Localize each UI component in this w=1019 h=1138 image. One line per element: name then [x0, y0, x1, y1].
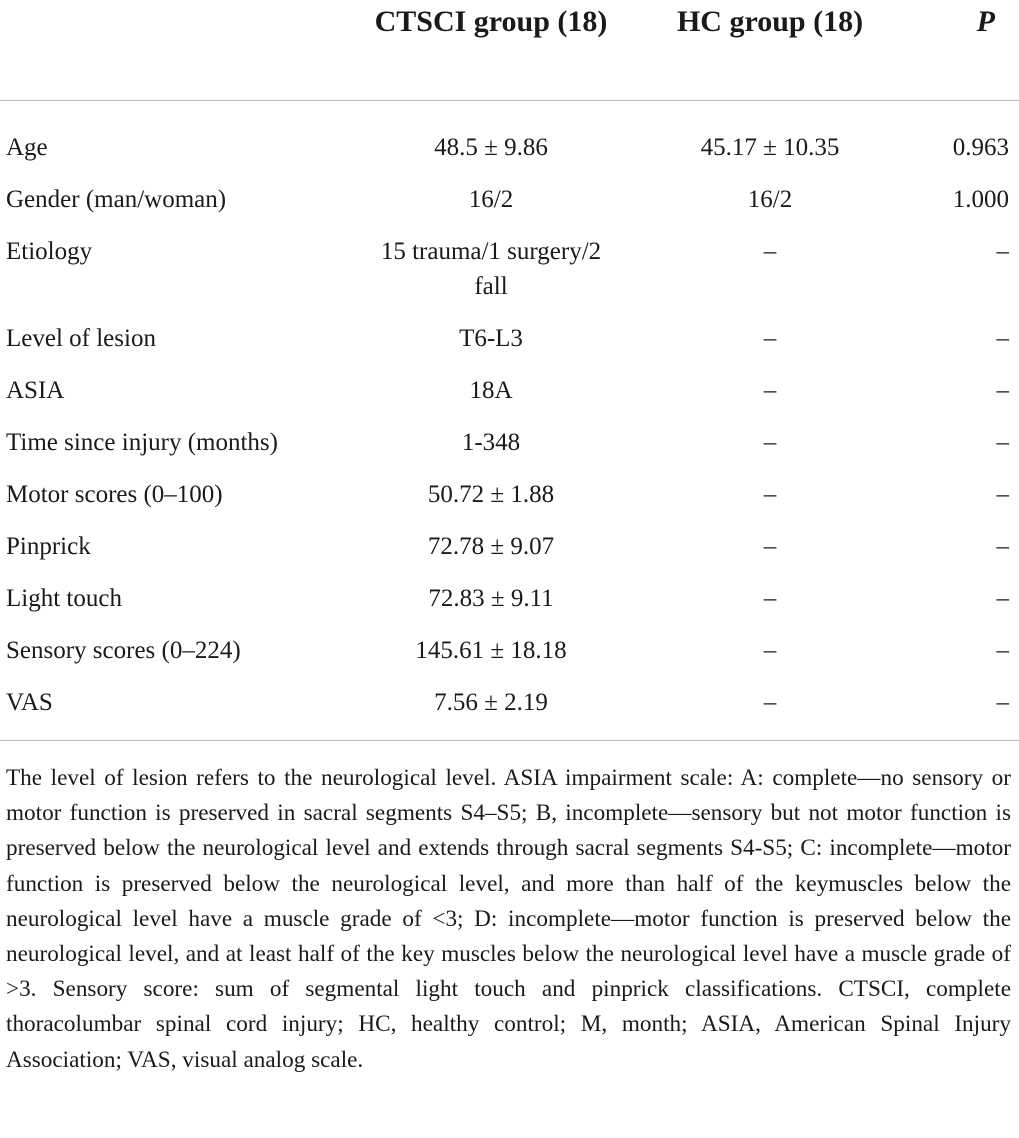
hc-value: –	[763, 585, 777, 612]
row-label: Motor scores (0–100)	[6, 481, 223, 508]
p-value: –	[996, 585, 1009, 612]
table-row	[0, 529, 1019, 581]
table-row	[0, 477, 1019, 529]
row-label: Pinprick	[6, 533, 91, 560]
ctsci-value: 1-348	[461, 429, 521, 456]
table-row	[0, 633, 1019, 685]
row-label: Sensory scores (0–224)	[6, 637, 241, 664]
ctsci-value: 72.83 ± 9.11	[428, 585, 554, 612]
ctsci-value: 72.78 ± 9.07	[427, 533, 555, 560]
ctsci-value: 15 trauma/1 surgery/2 fall	[380, 238, 602, 300]
row-label: Gender (man/woman)	[6, 186, 227, 213]
hc-value: 16/2	[747, 186, 793, 213]
p-value: 1.000	[952, 186, 1009, 213]
ctsci-value: 145.61 ± 18.18	[415, 637, 567, 664]
table-header	[0, 0, 1019, 101]
p-value: –	[996, 637, 1009, 664]
p-value: –	[996, 429, 1009, 456]
p-value: –	[996, 377, 1009, 404]
row-label: Etiology	[6, 238, 93, 265]
table-row	[0, 182, 1019, 234]
table-row	[0, 581, 1019, 633]
hc-value: –	[763, 377, 777, 404]
row-label: Light touch	[6, 585, 122, 612]
hc-value: 45.17 ± 10.35	[700, 134, 840, 161]
header-hc: HC group (18)	[676, 5, 864, 38]
row-label: VAS	[6, 689, 53, 716]
ctsci-value: T6-L3	[459, 325, 523, 352]
p-value: –	[996, 689, 1009, 716]
hc-value: –	[763, 637, 777, 664]
hc-value: –	[763, 533, 777, 560]
header-label	[0, 0, 368, 101]
ctsci-value: 7.56 ± 2.19	[434, 689, 548, 716]
ctsci-value: 50.72 ± 1.88	[427, 481, 555, 508]
ctsci-value: 16/2	[468, 186, 514, 213]
header-row	[0, 0, 1019, 101]
hc-value: –	[763, 429, 777, 456]
table-row	[0, 234, 1019, 321]
table-row	[0, 425, 1019, 477]
row-label: ASIA	[6, 377, 65, 404]
table-footnote: The level of lesion refers to the neurological level. ASIA impairment scale: A: complete—no sensory or motor function is preserved in sacral segments S4–S5; B, incomplete—sensory but not motor function is preserved below the neurological level and extends through sacral segments S4-S5; C: incomplete—motor function is preserved below the neurological level, and more than half of the keymuscles below the neurological level have a muscle grade of <3; D: incomplete—motor function is preserved below the neurological level, and at least half of the key muscles below the neurological level have a muscle grade of >3. Sensory score: sum of segmental light touch and pinprick classifications. CTSCI, complete thoracolumbar spinal cord injury; HC, healthy control; M, month; ASIA, American Spinal Injury Association; VAS, visual analog scale.	[6, 765, 1011, 1073]
table-row	[0, 101, 1019, 183]
ctsci-value: 48.5 ± 9.86	[434, 134, 548, 161]
hc-value: –	[763, 481, 777, 508]
ctsci-value: 18A	[469, 377, 513, 404]
row-label: Age	[6, 134, 48, 161]
p-value: –	[996, 238, 1009, 265]
hc-value: –	[763, 689, 777, 716]
header-p: P	[976, 5, 995, 38]
row-label: Level of lesion	[6, 325, 156, 352]
hc-value: –	[763, 238, 777, 265]
hc-value: –	[763, 325, 777, 352]
table-row	[0, 685, 1019, 741]
table-row	[0, 321, 1019, 373]
p-value: 0.963	[952, 134, 1009, 161]
table-body	[0, 101, 1019, 741]
p-value: –	[996, 533, 1009, 560]
table-row	[0, 373, 1019, 425]
p-value: –	[996, 481, 1009, 508]
header-ctsci: CTSCI group (18)	[374, 5, 608, 38]
p-value: –	[996, 325, 1009, 352]
row-label: Time since injury (months)	[6, 429, 278, 456]
